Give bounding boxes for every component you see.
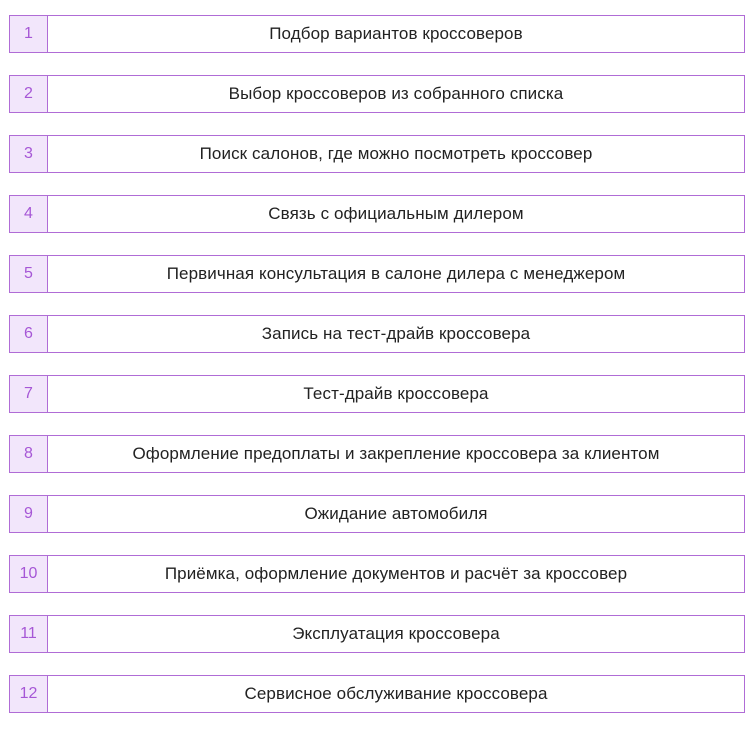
step-label: Тест-драйв кроссовера: [48, 375, 745, 413]
step-label: Сервисное обслуживание кроссовера: [48, 675, 745, 713]
step-number: 3: [9, 135, 48, 173]
step-row: [9, 135, 745, 173]
step-row: [9, 615, 745, 653]
step-label: Выбор кроссоверов из собранного списка: [48, 75, 745, 113]
step-label: Поиск салонов, где можно посмотреть кроссовер: [48, 135, 745, 173]
step-number: 4: [9, 195, 48, 233]
step-number: 11: [9, 615, 48, 653]
step-number: 6: [9, 315, 48, 353]
step-label: Запись на тест-драйв кроссовера: [48, 315, 745, 353]
step-row: [9, 15, 745, 53]
step-row: [9, 675, 745, 713]
step-label: Приёмка, оформление документов и расчёт за кроссовер: [48, 555, 745, 593]
step-number: 5: [9, 255, 48, 293]
step-number: 12: [9, 675, 48, 713]
step-label: Оформление предоплаты и закрепление кроссовера за клиентом: [48, 435, 745, 473]
step-row: [9, 375, 745, 413]
step-number: 10: [9, 555, 48, 593]
step-number: 1: [9, 15, 48, 53]
step-number: 9: [9, 495, 48, 533]
step-row: [9, 255, 745, 293]
steps-list: [9, 15, 745, 735]
step-row: [9, 555, 745, 593]
step-label: Связь с официальным дилером: [48, 195, 745, 233]
step-label: Подбор вариантов кроссоверов: [48, 15, 745, 53]
step-row: [9, 195, 745, 233]
step-row: [9, 495, 745, 533]
step-row: [9, 435, 745, 473]
step-row: [9, 75, 745, 113]
step-label: Первичная консультация в салоне дилера с менеджером: [48, 255, 745, 293]
step-label: Эксплуатация кроссовера: [48, 615, 745, 653]
step-number: 8: [9, 435, 48, 473]
step-row: [9, 315, 745, 353]
step-number: 7: [9, 375, 48, 413]
step-label: Ожидание автомобиля: [48, 495, 745, 533]
step-number: 2: [9, 75, 48, 113]
